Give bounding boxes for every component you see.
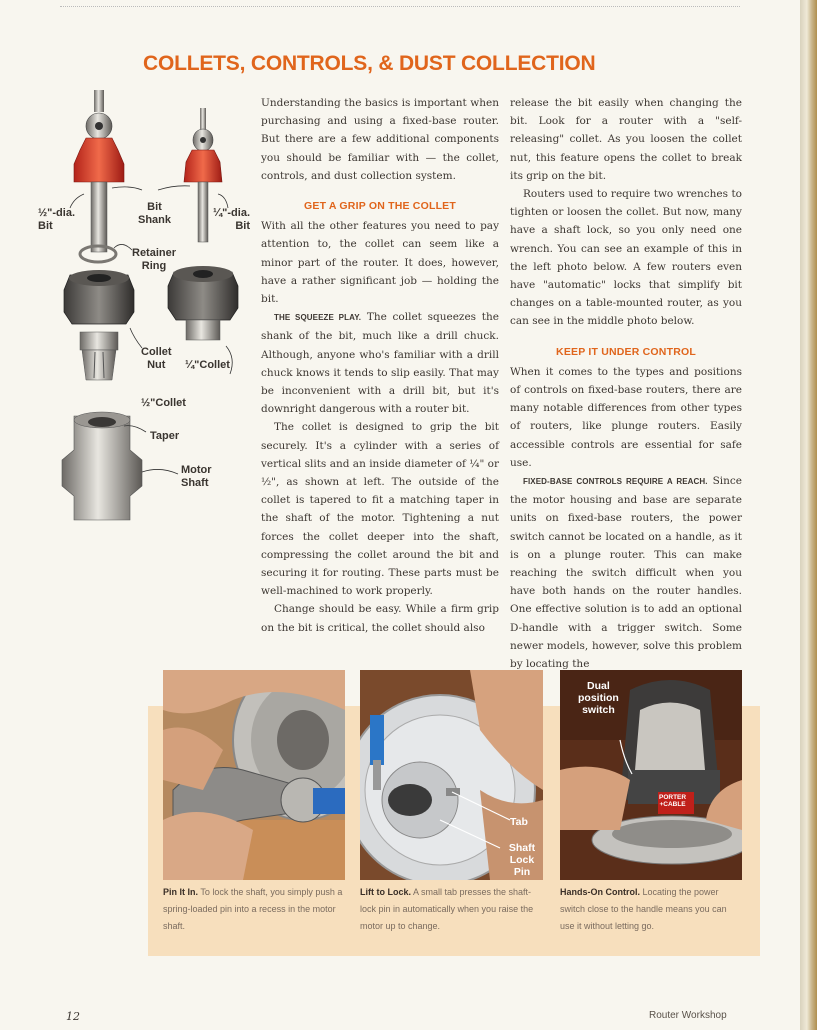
callout-tab: Tab xyxy=(510,816,528,828)
label-half-collet: ½"Collet xyxy=(141,397,186,409)
caption-pin-it-in-title: Pin It In. xyxy=(163,887,198,897)
caption-hands-on-control-text: Locating the power switch close to the handle means you can use it without letting go. xyxy=(560,887,727,931)
label-collet-nut: Collet Nut xyxy=(141,346,172,371)
label-bit-shank: Bit Shank xyxy=(138,201,172,226)
label-quarter-collet: ¼"Collet xyxy=(185,359,230,371)
label-half-bit: ½"-dia. Bit xyxy=(38,207,76,232)
label-motor-shaft: Motor Shaft xyxy=(181,464,212,489)
paragraph-controls: When it comes to the types and positions of controls on fixed-base routers, there are many notable differences from other types of routers, like plunge routers. Easily accessible controls are essential for safe use. xyxy=(510,365,742,469)
photo-lift-to-lock xyxy=(360,670,543,880)
runin-fixed-base: FIXED-BASE CONTROLS REQUIRE A REACH. xyxy=(523,477,708,487)
caption-hands-on-control xyxy=(560,884,742,935)
collet-diagram-illustration xyxy=(50,90,255,530)
text-column-2 xyxy=(510,94,742,673)
caption-lift-to-lock-text: A small tab presses the shaft-lock pin in automatically when you raise the motor up to change. xyxy=(360,887,534,931)
collet-nut-right xyxy=(168,266,238,340)
page-binding-edge xyxy=(800,0,817,1030)
paragraph-fixed-base-controls xyxy=(510,472,742,673)
callout-dual-position-switch: Dual position switch xyxy=(578,680,619,716)
heading-keep-it-under-control: KEEP IT UNDER CONTROL xyxy=(556,345,696,358)
photo-pin-it-in xyxy=(163,670,345,880)
intro-paragraph: Understanding the basics is important when purchasing and using a fixed-base router. But there are a few additional components you should be familiar with — the collet, controls, and dust collection system. xyxy=(261,97,499,182)
caption-lift-to-lock-title: Lift to Lock. xyxy=(360,887,411,897)
heading-get-a-grip: GET A GRIP ON THE COLLET xyxy=(304,200,456,213)
collet-nut-left xyxy=(64,270,134,324)
paragraph-collet-design: The collet is designed to grip the bit securely. It's a cylinder with a series of vertical slits and an inside diameter of ¼" or ½", as shown at left. The outside of the collet is tapered to fit a matching taper in the shaft of the motor. Tightening a nut forces the collet deeper into the shaft, compressing the collet around the bit and securing it for routing. These parts must be well-machined to work properly. xyxy=(261,421,499,598)
photo-pin-it-in-image xyxy=(163,670,345,880)
label-quarter-bit: ¼"-dia. Bit xyxy=(213,207,251,232)
top-rule xyxy=(60,6,740,8)
page-number: 12 xyxy=(66,1010,80,1023)
label-taper: Taper xyxy=(150,430,180,442)
paragraph-collet-job: With all the other features you need to pay attention to, the collet can seem like a minor part of the router. It does, however, have a rather significant job — holding the bit. xyxy=(261,220,499,306)
collet-diagram xyxy=(38,90,255,530)
porter-cable-badge: PORTER +CABLE xyxy=(659,794,687,808)
half-inch-bit xyxy=(74,90,124,252)
paragraph-self-releasing: release the bit easily when changing the bit. Look for a router with a "self-releasing" collet. As you loosen the collet nut, this feature opens the collet to break its grip on the bit. xyxy=(510,97,742,182)
photo-hands-on-control xyxy=(560,670,742,880)
text-column-1 xyxy=(261,94,499,637)
page-title: COLLETS, CONTROLS, & DUST COLLECTION xyxy=(143,52,596,75)
running-footer: Router Workshop xyxy=(649,1010,727,1021)
half-inch-collet xyxy=(80,332,118,380)
paragraph-change-easy: Change should be easy. While a firm grip on the bit is critical, the collet should also xyxy=(261,603,499,634)
paragraph-wrenches: Routers used to require two wrenches to tighten or loosen the collet. But now, many have a shaft lock, so you only need one wrench. You can see an example of this in the left photo below. A few routers even have "automatic" locks that simplify bit changes on a table-mounted router, as you can see in the middle photo below. xyxy=(510,188,742,328)
paragraph-squeeze-play xyxy=(261,308,499,418)
runin-squeeze-play: THE SQUEEZE PLAY. xyxy=(274,313,362,323)
caption-pin-it-in-text: To lock the shaft, you simply push a spring-loaded pin into a recess in the motor shaft. xyxy=(163,887,343,931)
squeeze-play-text: The collet squeezes the shank of the bit, much like a drill chuck. Although, anyone who's familiar with a drill chuck knows it tends to slip easily. That may be inconvenient with a drill bit, but it's downright dangerous with a router bit. xyxy=(261,311,499,416)
caption-pin-it-in xyxy=(163,884,345,935)
caption-hands-on-control-title: Hands-On Control. xyxy=(560,887,640,897)
fixed-base-text: Since the motor housing and base are separate units on fixed-base routers, the power switch cannot be located on a handle, as it is on a plunge router. This can make reaching the switch difficult when you have both hands on the router handles. One effective solution is to add an optional D-handle with a trigger switch. Some newer models, however, solve this problem by locating the xyxy=(510,475,742,671)
caption-lift-to-lock xyxy=(360,884,544,935)
callout-shaft-lock-pin: Shaft Lock Pin xyxy=(508,842,536,878)
motor-shaft xyxy=(62,412,142,520)
label-retainer-ring: Retainer Ring xyxy=(132,247,177,272)
